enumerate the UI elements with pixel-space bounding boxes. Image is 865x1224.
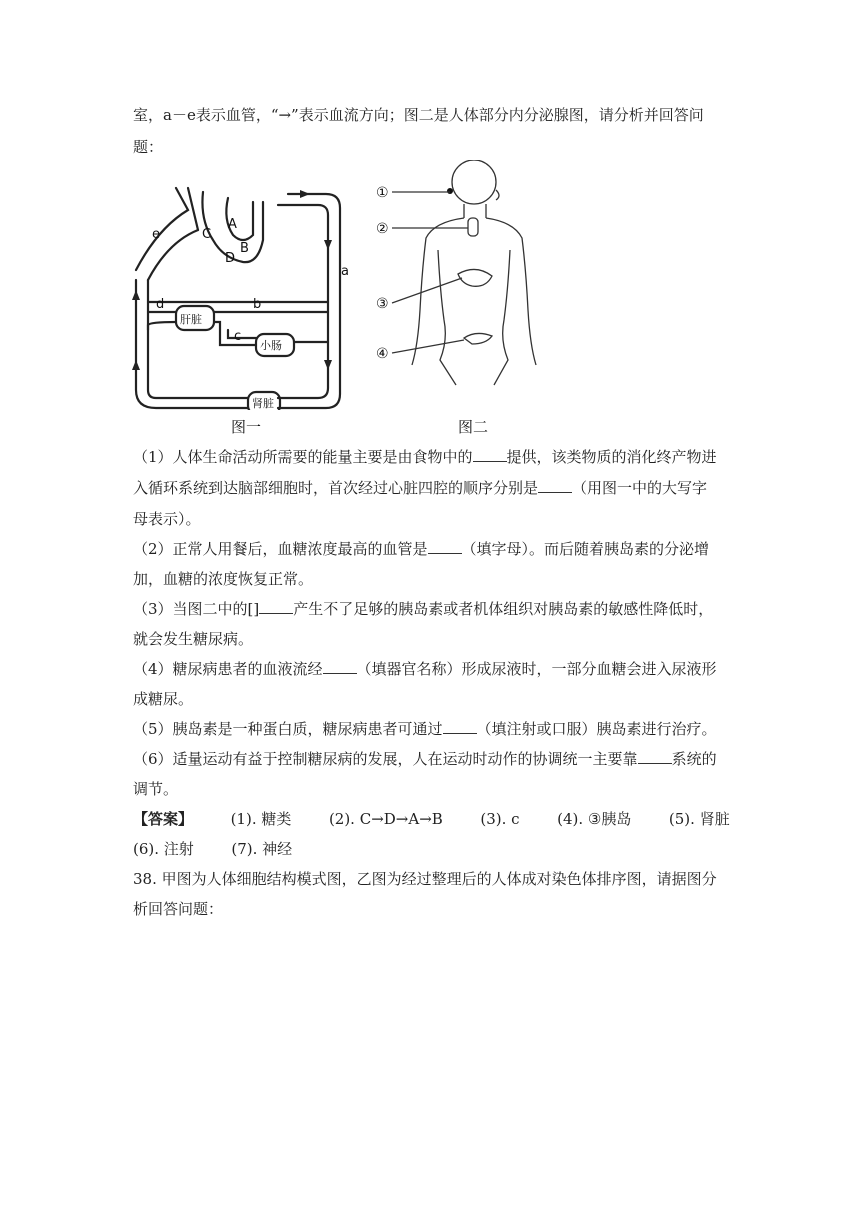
q2-blank [428,539,462,554]
label-intestine: 小肠 [260,339,282,352]
label-b: b [253,297,262,312]
answer-item-7: (7). 神经 [231,840,293,858]
q3-blank [259,599,293,614]
q38-line-2: 析回答问题： [133,900,224,918]
label-e: e [152,227,160,242]
q4-line-2: 成糖尿。 [133,690,194,708]
label-B: B [240,241,249,256]
figure2-caption: 图二 [458,418,489,436]
q6-line-2: 调节。 [133,780,179,798]
q38-line-1: 38. 甲图为人体细胞结构模式图，乙图为经过整理后的人体成对染色体排序图，请据图分 [133,870,717,888]
answer-item-6: (6). 注射 [133,840,194,858]
q4-line-1: （4）糖尿病患者的血液流经 （填器官名称）形成尿液时，一部分血糖会进入尿液形 [133,660,717,678]
figures-area [128,180,558,440]
marker-2: ② [376,221,389,237]
answer-item-5: (5). 肾脏 [668,810,730,828]
answer-item-2: (2). C→D→A→B [328,810,443,828]
q5-line-1: （5）胰岛素是一种蛋白质，糖尿病患者可通过 （填注射或口服）胰岛素进行治疗。 [133,720,717,738]
figure1-caption: 图一 [231,418,262,436]
intro-line-2: 题： [133,138,164,156]
q6-line-1: （6）适量运动有益于控制糖尿病的发展，人在运动时动作的协调统一主要靠 系统的 [133,750,717,768]
label-liver: 肝脏 [180,313,202,326]
q3-line-1: （3）当图二中的[] 产生不了足够的胰岛素或者机体组织对胰岛素的敏感性降低时， [133,600,714,618]
q2-line-2: 加，血糖的浓度恢复正常。 [133,570,314,588]
figure1-circulation-diagram [128,180,358,410]
marker-4: ④ [376,346,389,362]
q1-line-3: 母表示）。 [133,510,201,528]
answer-line-1 [133,808,730,830]
q6-blank [638,749,672,764]
q5-blank [443,719,477,734]
figure2-endocrine-diagram [376,160,566,395]
answer-item-4: (4). ③胰岛 [557,810,632,828]
label-c: c [234,329,242,344]
label-A: A [228,217,237,232]
q3-line-2: 就会发生糖尿病。 [133,630,254,648]
q2-line-1: （2）正常人用餐后，血糖浓度最高的血管是 （填字母）。而后随着胰岛素的分泌增 [133,540,710,558]
label-C: C [202,227,212,242]
label-a: a [341,264,349,279]
q1-line-2: 入循环系统到达脑部细胞时，首次经过心脏四腔的顺序分别是 （用图一中的大写字 [133,479,708,497]
q1-blank-1 [473,447,507,462]
q1-line-1: （1）人体生命活动所需要的能量主要是由食物中的 提供，该类物质的消化终产物进 [133,448,717,466]
intro-line-1: 室，a－e表示血管，“→”表示血流方向；图二是人体部分内分泌腺图，请分析并回答问 [133,106,704,124]
label-d: d [156,297,165,312]
q4-blank [323,659,357,674]
q1-blank-2 [538,478,572,493]
answer-item-3: (3). c [480,810,520,828]
answer-label: 【答案】 [133,810,194,828]
marker-3: ③ [376,296,389,312]
label-kidney: 肾脏 [252,397,274,410]
marker-1: ① [376,185,389,201]
answer-line-2 [133,838,292,860]
label-D: D [225,251,236,266]
answer-item-1: (1). 糖类 [230,810,292,828]
